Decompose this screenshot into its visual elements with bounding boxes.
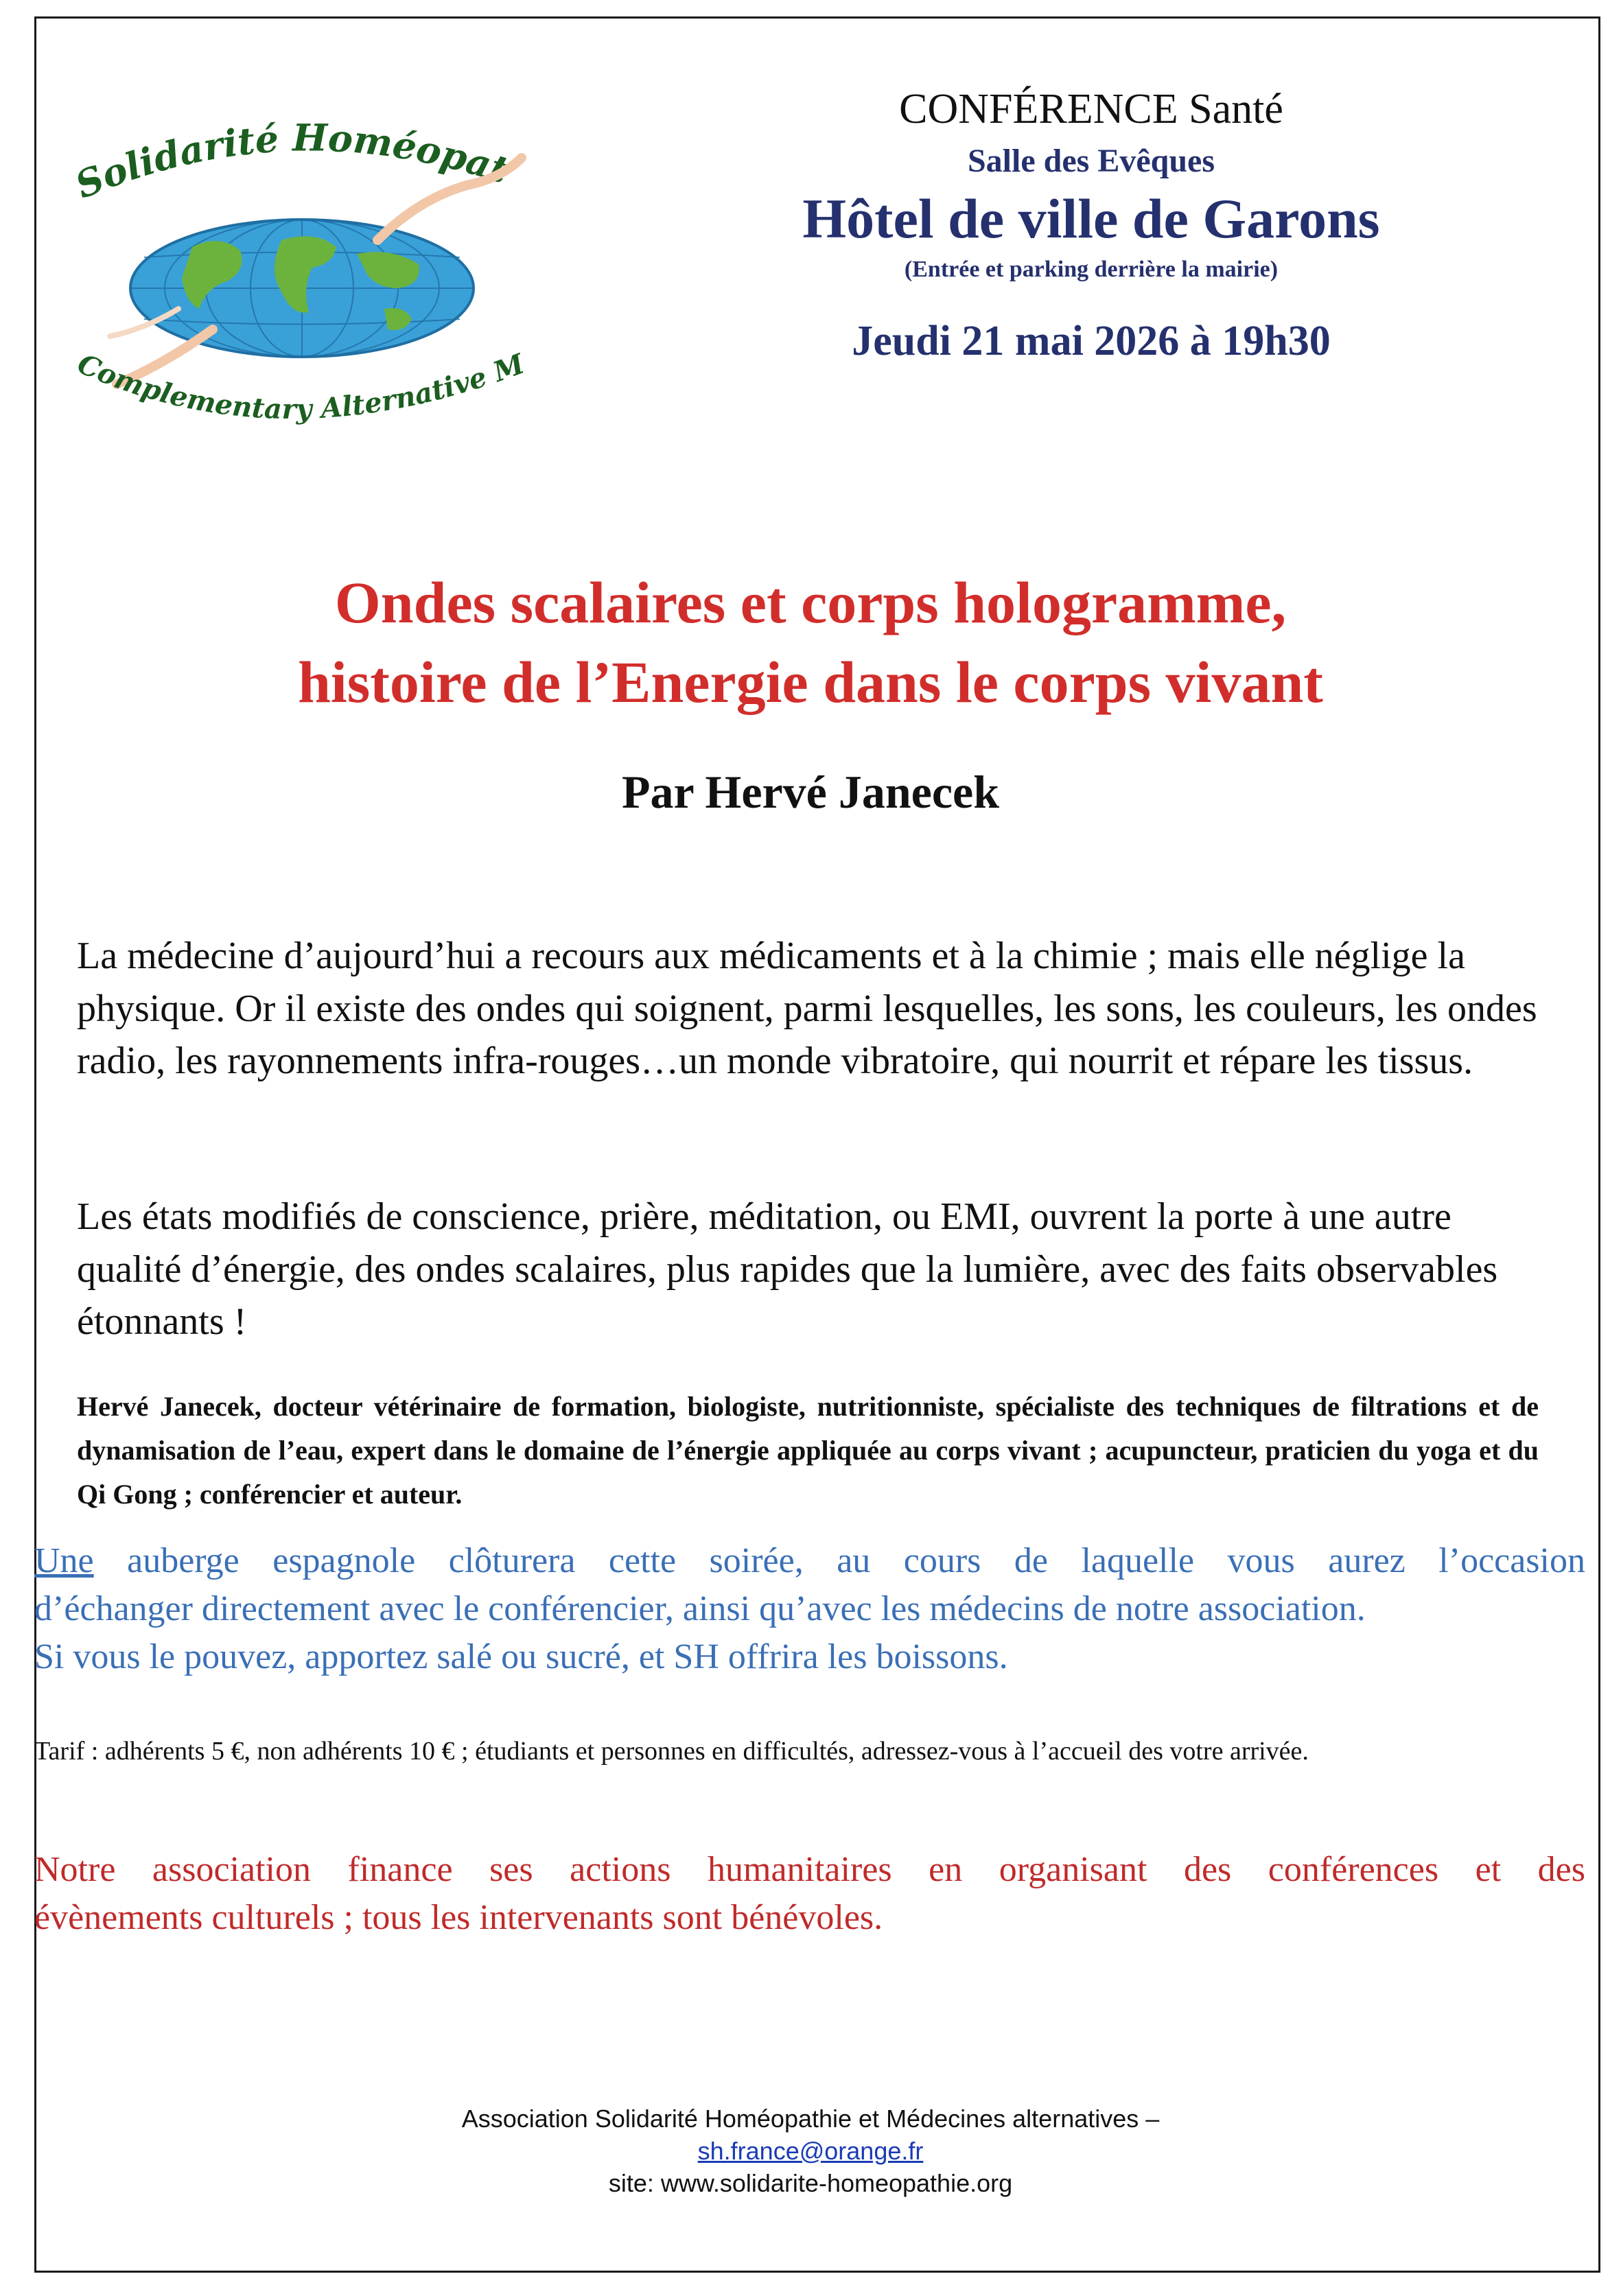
conference-title [69,563,1552,722]
venue-name: Hôtel de ville de Garons [802,187,1380,250]
auberge-line-3: Si vous le pouvez, apportez salé ou sucré, et SH offrira les boissons. [34,1637,1008,1677]
globe-with-hands-icon [55,82,576,467]
room-name: Salle des Evêques [967,143,1215,180]
footer-email-link[interactable]: sh.france@orange.fr [697,2136,924,2165]
title-line-1: Ondes scalaires et corps hologramme, [334,570,1287,635]
pricing-info: Tarif : adhérents 5 €, non adhérents 10 € ; étudiants et personnes en difficultés, adressez-vous à l’accueil des votre arrivée. [34,1737,1309,1766]
speaker-bio: Hervé Janecek, docteur vétérinaire de formation, biologiste, nutritionniste, spécialiste des techniques de filtrations et de dynamisation de l’eau, expert dans le domaine de l’énergie appliquée au corps vivant ; acupuncteur, praticien du yoga et du Qi Gong ; conférencier et auteur. [77,1391,1539,1510]
event-date: Jeudi 21 mai 2026 à 19h30 [852,318,1331,365]
description-paragraph-1: La médecine d’aujourd’hui a recours aux médicaments et à la chimie ; mais elle néglige la physique. Or il existe des ondes qui soignent, parmi lesquelles, les sons, les couleurs, les ondes radio, les rayonnements infra-rouges…un monde vibratoire, qui nourrit et répare les tissus. [77,935,1537,1083]
footer [69,2103,1552,2199]
auberge-line-1-rest: auberge espagnole clôturera cette soirée, au cours de laquelle vous aurez l’occasion [93,1541,1585,1580]
event-header [679,86,1503,366]
association-line-2: évènements culturels ; tous les intervenants sont bénévoles. [34,1898,883,1938]
logo-bottom-text: Complementary Alternative M [72,347,529,426]
speaker-name: Par Hervé Janecek [621,766,1000,818]
auberge-first-word: Une [34,1541,94,1580]
footer-association-name: Association Solidarité Homéopathie et Médecines alternatives – [461,2105,1160,2133]
logo-top-text: Solidarité Homéopat [69,115,514,207]
association-note [34,1846,1585,1942]
title-line-2: histoire de l’Energie dans le corps vivant [298,649,1323,716]
auberge-line-1 [34,1537,1585,1585]
footer-site: site: www.solidarite-homeopathie.org [608,2168,1013,2197]
description-paragraph-2: Les états modifiés de conscience, prière, méditation, ou EMI, ouvrent la porte à une autre qualité d’énergie, des ondes scalaires, plus rapides que la lumière, avec des faits observables étonnants ! [77,1195,1498,1344]
auberge-note [34,1537,1585,1682]
association-line-1: Notre association finance ses actions humanitaires en organisant des conférences et des [34,1850,1585,1889]
logo [55,82,576,467]
access-note: (Entrée et parking derrière la mairie) [904,257,1279,283]
auberge-line-2: d’échanger directement avec le conférencier, ainsi qu’avec les médecins de notre association. [34,1589,1366,1629]
conference-label: CONFÉRENCE Santé [899,86,1283,132]
